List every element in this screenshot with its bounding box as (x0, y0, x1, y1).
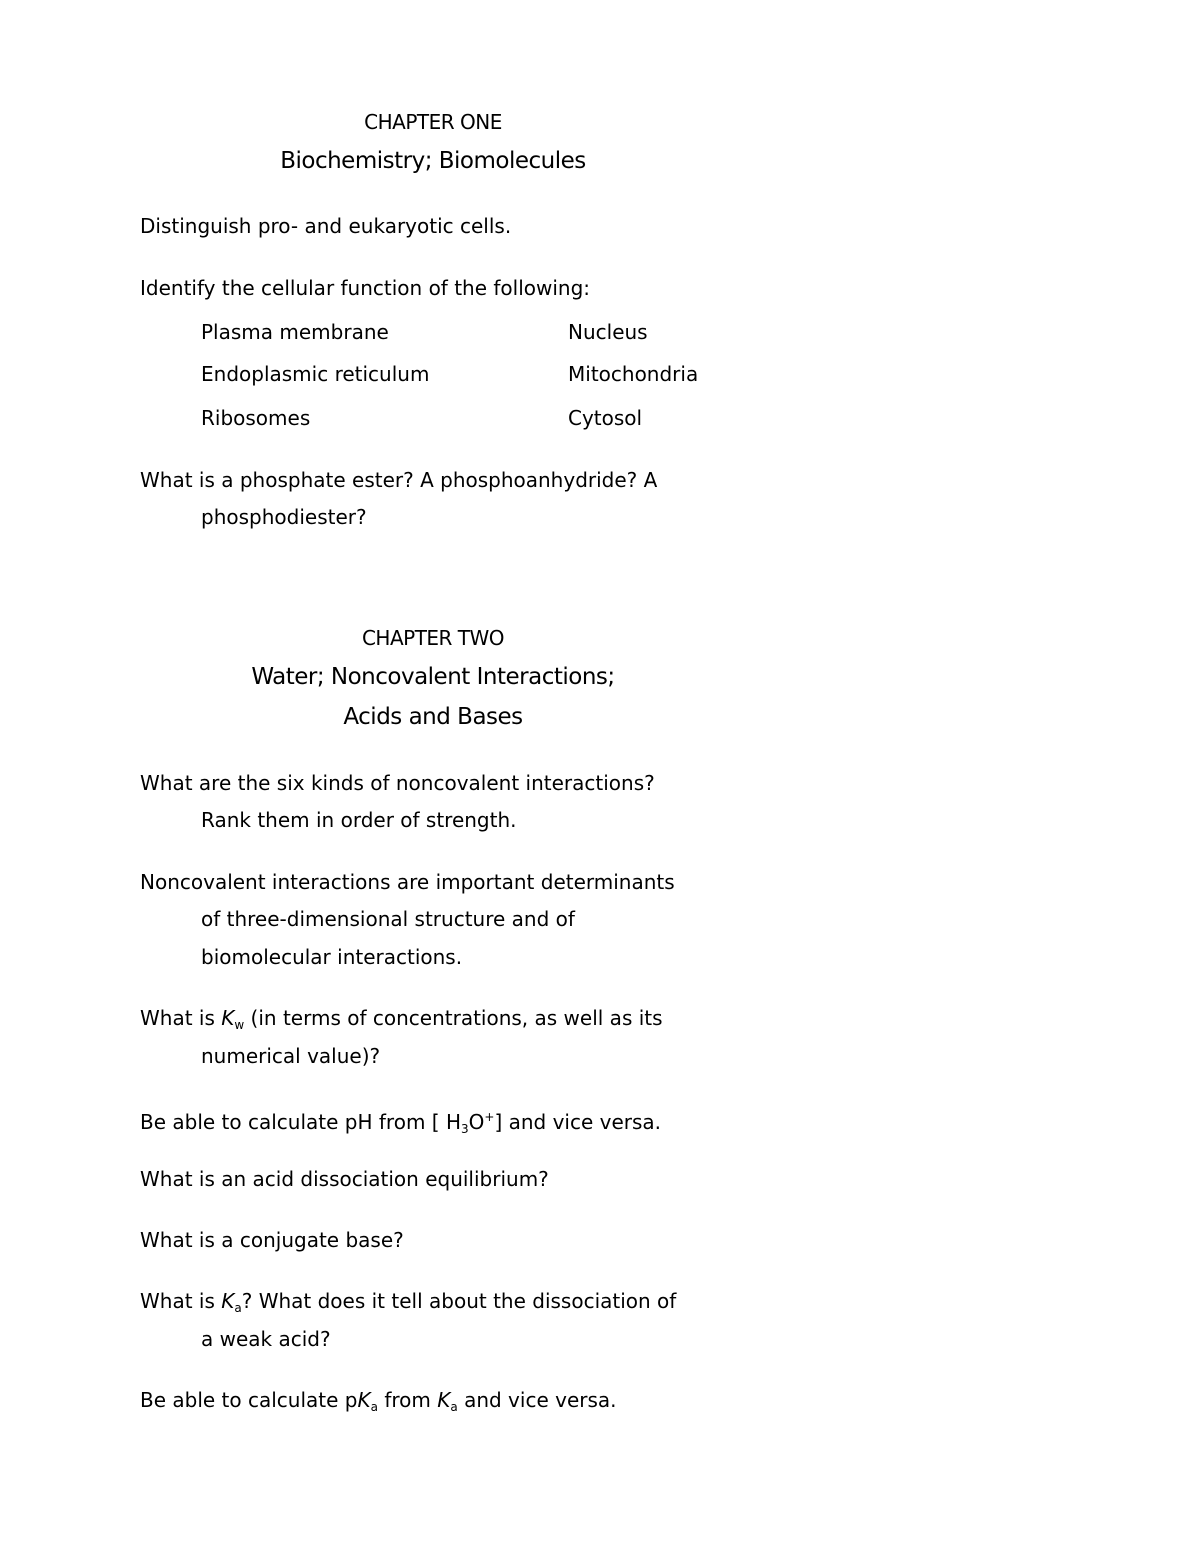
ch2-question-3-line1 (140, 1006, 663, 1037)
q3-text-pre: What is (140, 1006, 222, 1030)
ch2-question-4 (140, 1105, 661, 1141)
h3o-superscript: + (484, 1110, 495, 1124)
ka-symbol-2: K (437, 1388, 451, 1412)
q8-text-post: and vice versa. (457, 1388, 617, 1412)
chapter-one-title: Biochemistry; Biomolecules (280, 148, 586, 174)
ch1-question-2: Identify the cellular function of the following: (140, 276, 591, 300)
ch2-question-1-line2: Rank them in order of strength. (201, 808, 517, 832)
ka-symbol: K (221, 1289, 235, 1313)
chapter-two-label: CHAPTER TWO (361, 626, 505, 650)
ch2-question-7-line1 (140, 1289, 676, 1320)
ch2-question-3-line2: numerical value)? (201, 1044, 381, 1068)
organelle-ribosomes: Ribosomes (201, 406, 311, 430)
kw-subscript: w (234, 1018, 245, 1032)
ka-subscript-2: a (450, 1400, 458, 1414)
q4-text-post: ] and vice versa. (494, 1110, 662, 1134)
ch2-question-8 (140, 1388, 617, 1419)
pka-subscript: a (370, 1400, 378, 1414)
chapter-one-label: CHAPTER ONE (364, 110, 502, 134)
organelle-mitochondria: Mitochondria (568, 362, 699, 386)
organelle-cytosol: Cytosol (568, 406, 643, 430)
ch2-question-2-line1: Noncovalent interactions are important determinants (140, 870, 675, 894)
q8-text-mid: from (377, 1388, 438, 1412)
q7-text-pre: What is (140, 1289, 222, 1313)
h3o-subscript: 3 (460, 1122, 469, 1136)
q4-text-pre: Be able to calculate pH from [ H (140, 1110, 461, 1134)
ch2-question-5: What is an acid dissociation equilibrium? (140, 1167, 549, 1191)
q4-text-mid: O (468, 1110, 485, 1134)
q7-text-post: ? What does it tell about the dissociation of (241, 1289, 677, 1313)
ch1-question-3-line1: What is a phosphate ester? A phosphoanhydride? A (140, 468, 658, 492)
ch2-question-2-line2: of three-dimensional structure and of (201, 907, 575, 931)
ch2-question-7-line2: a weak acid? (201, 1327, 331, 1351)
q8-text-pre: Be able to calculate p (140, 1388, 358, 1412)
ch2-question-2-line3: biomolecular interactions. (201, 945, 463, 969)
q3-text-post: (in terms of concentrations, as well as its (244, 1006, 663, 1030)
organelle-plasma-membrane: Plasma membrane (201, 320, 389, 344)
pka-symbol: K (357, 1388, 371, 1412)
ch2-question-1-line1: What are the six kinds of noncovalent interactions? (140, 771, 655, 795)
kw-symbol: K (221, 1006, 235, 1030)
ch2-question-6: What is a conjugate base? (140, 1228, 404, 1252)
chapter-two-title-line2: Acids and Bases (343, 704, 523, 730)
chapter-two-title-line1: Water; Noncovalent Interactions; (251, 664, 615, 690)
organelle-endoplasmic-reticulum: Endoplasmic reticulum (201, 362, 430, 386)
ka-subscript: a (234, 1301, 242, 1315)
organelle-nucleus: Nucleus (568, 320, 648, 344)
ch1-question-3-line2: phosphodiester? (201, 505, 367, 529)
ch1-question-1: Distinguish pro- and eukaryotic cells. (140, 214, 512, 238)
